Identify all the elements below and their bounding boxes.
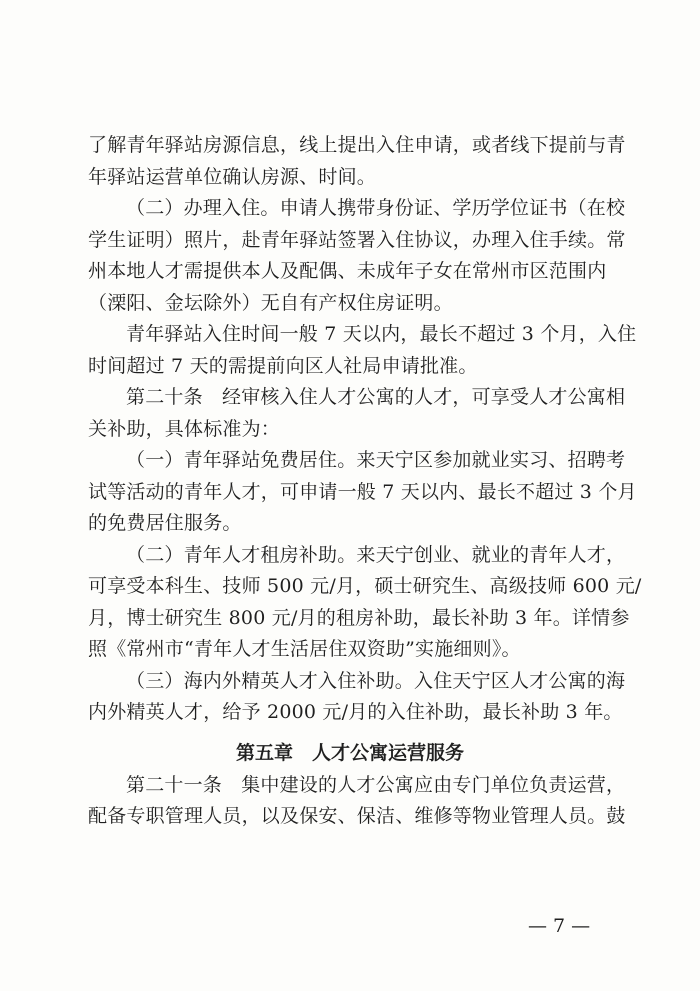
- text-line: 州本地人才需提供本人及配偶、未成年子女在常州市区范围内: [88, 260, 607, 282]
- text-line: （一）青年驿站免费居住。来天宁区参加就业实习、招聘考: [126, 449, 626, 471]
- document-body: [88, 130, 642, 833]
- text-line: （溧阳、金坛除外）无自有产权住房证明。: [88, 291, 453, 314]
- text-line: 了解青年驿站房源信息，线上提出入住申请，或者线下提前与青: [88, 134, 626, 156]
- text-line: 试等活动的青年人才，可申请一般 7 天以内、最长不超过 3 个月: [88, 480, 637, 503]
- text-line: 月，博士研究生 800 元/月的租房补助，最长补助 3 年。详情参: [88, 606, 630, 629]
- text-line: （三）海内外精英人才入住补助。入住天宁区人才公寓的海: [126, 669, 626, 692]
- page-number: — 7 —: [528, 915, 591, 937]
- text-line: （二）青年人才租房补助。来天宁创业、就业的青年人才，: [126, 543, 626, 566]
- text-line: （二）办理入住。申请人携带身份证、学历学位证书（在校: [126, 197, 626, 219]
- text-line: 的免费居住服务。: [88, 512, 242, 534]
- text-line: 可享受本科生、技师 500 元/月，硕士研究生、高级技师 600 元/: [88, 575, 642, 597]
- text-line: 年驿站运营单位确认房源、时间。: [88, 165, 377, 188]
- text-line: 关补助，具体标准为：: [88, 417, 281, 440]
- text-line: 时间超过 7 天的需提前向区人社局申请批准。: [88, 354, 478, 377]
- chapter-title: 第五章 人才公寓运营服务: [235, 741, 464, 764]
- text-line: 配备专职管理人员，以及保安、保洁、维修等物业管理人员。鼓: [88, 805, 626, 827]
- text-line: 学生证明）照片，赴青年驿站签署入住协议，办理入住手续。常: [88, 228, 626, 251]
- text-line: 青年驿站入住时间一般 7 天以内，最长不超过 3 个月，入住: [126, 323, 637, 345]
- text-line: 内外精英人才，给予 2000 元/月的入住补助，最长补助 3 年。: [88, 701, 623, 723]
- text-line: 照《常州市“青年人才生活居住双资助”实施细则》。: [88, 638, 521, 660]
- text-line: 第二十一条 集中建设的人才公寓应由专门单位负责运营，: [126, 773, 626, 796]
- text-line: 第二十条 经审核入住人才公寓的人才，可享受人才公寓相: [126, 386, 626, 408]
